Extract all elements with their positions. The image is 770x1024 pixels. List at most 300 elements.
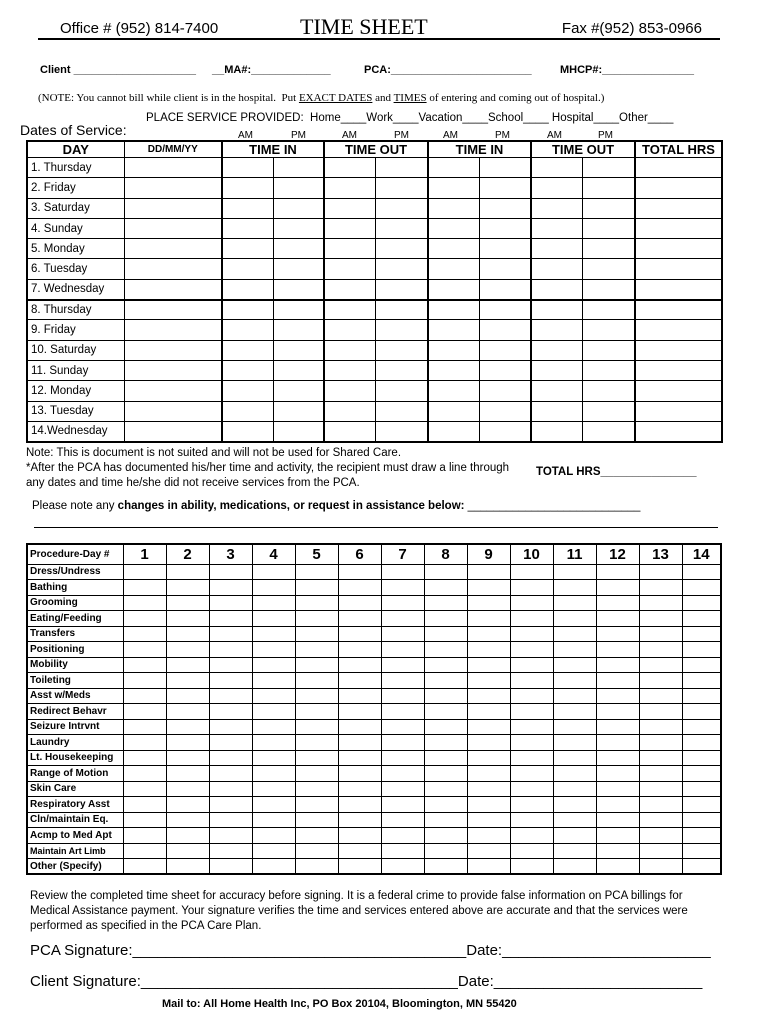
- place-service-provided[interactable]: PLACE SERVICE PROVIDED: Home____Work____Vacation____School____ Hospital____Other____: [146, 112, 674, 124]
- procedure-check-cell[interactable]: [553, 843, 596, 859]
- procedure-check-cell[interactable]: [295, 611, 338, 627]
- procedure-check-cell[interactable]: [252, 766, 295, 782]
- procedure-check-cell[interactable]: [338, 812, 381, 828]
- procedure-check-cell[interactable]: [381, 750, 424, 766]
- procedure-check-cell[interactable]: [639, 704, 682, 720]
- procedure-check-cell[interactable]: [467, 797, 510, 813]
- time-cell[interactable]: [531, 340, 582, 360]
- procedure-check-cell[interactable]: [252, 781, 295, 797]
- procedure-check-cell[interactable]: [467, 828, 510, 844]
- procedure-check-cell[interactable]: [596, 611, 639, 627]
- time-cell[interactable]: [324, 360, 375, 380]
- time-cell[interactable]: [375, 401, 428, 421]
- time-cell[interactable]: [428, 279, 479, 299]
- procedure-check-cell[interactable]: [338, 735, 381, 751]
- procedure-check-cell[interactable]: [596, 673, 639, 689]
- date-cell[interactable]: [124, 300, 222, 320]
- procedure-check-cell[interactable]: [295, 657, 338, 673]
- procedure-check-cell[interactable]: [424, 797, 467, 813]
- procedure-check-cell[interactable]: [166, 611, 209, 627]
- procedure-check-cell[interactable]: [252, 580, 295, 596]
- changes-line[interactable]: ___________________________: [464, 500, 641, 512]
- procedure-check-cell[interactable]: [166, 657, 209, 673]
- time-cell[interactable]: [324, 340, 375, 360]
- time-cell[interactable]: [324, 320, 375, 340]
- time-cell[interactable]: [273, 300, 324, 320]
- procedure-check-cell[interactable]: [510, 626, 553, 642]
- procedure-check-cell[interactable]: [252, 750, 295, 766]
- procedure-check-cell[interactable]: [553, 766, 596, 782]
- procedure-check-cell[interactable]: [166, 735, 209, 751]
- procedure-check-cell[interactable]: [166, 843, 209, 859]
- time-cell[interactable]: [273, 320, 324, 340]
- procedure-check-cell[interactable]: [381, 781, 424, 797]
- total-hrs-cell[interactable]: [635, 381, 722, 401]
- procedure-check-cell[interactable]: [381, 595, 424, 611]
- procedure-check-cell[interactable]: [553, 859, 596, 875]
- time-cell[interactable]: [531, 300, 582, 320]
- procedure-check-cell[interactable]: [596, 595, 639, 611]
- procedure-check-cell[interactable]: [338, 580, 381, 596]
- time-cell[interactable]: [531, 239, 582, 259]
- time-cell[interactable]: [479, 218, 531, 238]
- procedure-check-cell[interactable]: [381, 611, 424, 627]
- procedure-check-cell[interactable]: [639, 735, 682, 751]
- procedure-check-cell[interactable]: [424, 688, 467, 704]
- procedure-check-cell[interactable]: [381, 859, 424, 875]
- time-cell[interactable]: [479, 158, 531, 178]
- procedure-check-cell[interactable]: [639, 657, 682, 673]
- procedure-check-cell[interactable]: [639, 688, 682, 704]
- client-field[interactable]: Client ____________________: [40, 64, 196, 76]
- procedure-check-cell[interactable]: [682, 611, 721, 627]
- time-cell[interactable]: [324, 158, 375, 178]
- procedure-check-cell[interactable]: [682, 766, 721, 782]
- procedure-check-cell[interactable]: [596, 657, 639, 673]
- procedure-check-cell[interactable]: [424, 704, 467, 720]
- procedure-check-cell[interactable]: [381, 766, 424, 782]
- procedure-check-cell[interactable]: [166, 766, 209, 782]
- time-cell[interactable]: [582, 421, 635, 441]
- time-cell[interactable]: [324, 401, 375, 421]
- total-hrs-cell[interactable]: [635, 340, 722, 360]
- procedure-check-cell[interactable]: [166, 781, 209, 797]
- procedure-check-cell[interactable]: [467, 781, 510, 797]
- time-cell[interactable]: [428, 401, 479, 421]
- procedure-check-cell[interactable]: [338, 704, 381, 720]
- time-cell[interactable]: [582, 279, 635, 299]
- procedure-check-cell[interactable]: [209, 843, 252, 859]
- procedure-check-cell[interactable]: [338, 673, 381, 689]
- procedure-check-cell[interactable]: [596, 781, 639, 797]
- time-cell[interactable]: [273, 340, 324, 360]
- procedure-check-cell[interactable]: [209, 688, 252, 704]
- procedure-check-cell[interactable]: [295, 564, 338, 580]
- time-cell[interactable]: [479, 381, 531, 401]
- time-cell[interactable]: [582, 360, 635, 380]
- procedure-check-cell[interactable]: [682, 626, 721, 642]
- time-cell[interactable]: [479, 178, 531, 198]
- procedure-check-cell[interactable]: [467, 564, 510, 580]
- procedure-check-cell[interactable]: [467, 611, 510, 627]
- time-cell[interactable]: [222, 421, 273, 441]
- time-cell[interactable]: [375, 360, 428, 380]
- procedure-check-cell[interactable]: [682, 797, 721, 813]
- procedure-check-cell[interactable]: [596, 828, 639, 844]
- procedure-check-cell[interactable]: [295, 766, 338, 782]
- procedure-check-cell[interactable]: [381, 812, 424, 828]
- procedure-check-cell[interactable]: [209, 766, 252, 782]
- procedure-check-cell[interactable]: [123, 859, 166, 875]
- procedure-check-cell[interactable]: [596, 812, 639, 828]
- procedure-check-cell[interactable]: [252, 657, 295, 673]
- time-cell[interactable]: [273, 239, 324, 259]
- time-cell[interactable]: [428, 178, 479, 198]
- procedure-check-cell[interactable]: [682, 735, 721, 751]
- time-cell[interactable]: [582, 218, 635, 238]
- procedure-check-cell[interactable]: [596, 626, 639, 642]
- procedure-check-cell[interactable]: [682, 843, 721, 859]
- procedure-check-cell[interactable]: [295, 828, 338, 844]
- procedure-check-cell[interactable]: [295, 812, 338, 828]
- time-cell[interactable]: [582, 198, 635, 218]
- procedure-check-cell[interactable]: [596, 859, 639, 875]
- procedure-check-cell[interactable]: [467, 735, 510, 751]
- procedure-check-cell[interactable]: [553, 812, 596, 828]
- time-cell[interactable]: [428, 259, 479, 279]
- procedure-check-cell[interactable]: [252, 595, 295, 611]
- date-cell[interactable]: [124, 421, 222, 441]
- date-cell[interactable]: [124, 259, 222, 279]
- time-cell[interactable]: [531, 381, 582, 401]
- procedure-check-cell[interactable]: [123, 626, 166, 642]
- time-cell[interactable]: [375, 239, 428, 259]
- total-hrs-cell[interactable]: [635, 158, 722, 178]
- time-cell[interactable]: [375, 218, 428, 238]
- procedure-check-cell[interactable]: [510, 688, 553, 704]
- client-signature-line[interactable]: Client Signature:______________________________________Date:_________________________: [30, 973, 703, 990]
- procedure-check-cell[interactable]: [596, 688, 639, 704]
- procedure-check-cell[interactable]: [338, 595, 381, 611]
- procedure-check-cell[interactable]: [338, 719, 381, 735]
- time-cell[interactable]: [222, 198, 273, 218]
- procedure-check-cell[interactable]: [510, 564, 553, 580]
- time-cell[interactable]: [324, 259, 375, 279]
- time-cell[interactable]: [375, 381, 428, 401]
- procedure-check-cell[interactable]: [596, 564, 639, 580]
- time-cell[interactable]: [428, 239, 479, 259]
- procedure-check-cell[interactable]: [252, 828, 295, 844]
- procedure-check-cell[interactable]: [682, 828, 721, 844]
- procedure-check-cell[interactable]: [467, 626, 510, 642]
- procedure-check-cell[interactable]: [424, 657, 467, 673]
- procedure-check-cell[interactable]: [381, 657, 424, 673]
- ma-field[interactable]: __MA#:_____________: [212, 64, 331, 76]
- procedure-check-cell[interactable]: [467, 688, 510, 704]
- procedure-check-cell[interactable]: [424, 719, 467, 735]
- procedure-check-cell[interactable]: [381, 735, 424, 751]
- procedure-check-cell[interactable]: [123, 750, 166, 766]
- procedure-check-cell[interactable]: [682, 750, 721, 766]
- procedure-check-cell[interactable]: [123, 843, 166, 859]
- time-cell[interactable]: [582, 401, 635, 421]
- procedure-check-cell[interactable]: [553, 750, 596, 766]
- total-hrs-cell[interactable]: [635, 300, 722, 320]
- time-cell[interactable]: [273, 178, 324, 198]
- procedure-check-cell[interactable]: [553, 781, 596, 797]
- time-cell[interactable]: [479, 320, 531, 340]
- procedure-check-cell[interactable]: [424, 828, 467, 844]
- time-cell[interactable]: [582, 158, 635, 178]
- procedure-check-cell[interactable]: [166, 626, 209, 642]
- procedure-check-cell[interactable]: [510, 735, 553, 751]
- procedure-check-cell[interactable]: [467, 673, 510, 689]
- procedure-check-cell[interactable]: [553, 580, 596, 596]
- procedure-check-cell[interactable]: [467, 843, 510, 859]
- procedure-check-cell[interactable]: [209, 595, 252, 611]
- procedure-check-cell[interactable]: [338, 766, 381, 782]
- procedure-check-cell[interactable]: [682, 688, 721, 704]
- date-cell[interactable]: [124, 198, 222, 218]
- procedure-check-cell[interactable]: [467, 766, 510, 782]
- procedure-check-cell[interactable]: [295, 750, 338, 766]
- procedure-check-cell[interactable]: [295, 781, 338, 797]
- pca-signature-line[interactable]: PCA Signature:________________________________________Date:_________________________: [30, 942, 711, 959]
- procedure-check-cell[interactable]: [338, 626, 381, 642]
- procedure-check-cell[interactable]: [295, 642, 338, 658]
- procedure-check-cell[interactable]: [123, 766, 166, 782]
- time-cell[interactable]: [273, 401, 324, 421]
- procedure-check-cell[interactable]: [166, 595, 209, 611]
- procedure-check-cell[interactable]: [123, 642, 166, 658]
- time-cell[interactable]: [531, 320, 582, 340]
- procedure-check-cell[interactable]: [338, 781, 381, 797]
- time-cell[interactable]: [324, 239, 375, 259]
- total-hrs-cell[interactable]: [635, 401, 722, 421]
- procedure-check-cell[interactable]: [209, 719, 252, 735]
- procedure-check-cell[interactable]: [510, 704, 553, 720]
- time-cell[interactable]: [479, 259, 531, 279]
- time-cell[interactable]: [324, 178, 375, 198]
- procedure-check-cell[interactable]: [510, 673, 553, 689]
- procedure-check-cell[interactable]: [381, 642, 424, 658]
- time-cell[interactable]: [375, 198, 428, 218]
- procedure-check-cell[interactable]: [123, 781, 166, 797]
- time-cell[interactable]: [479, 198, 531, 218]
- time-cell[interactable]: [375, 421, 428, 441]
- procedure-check-cell[interactable]: [166, 797, 209, 813]
- procedure-check-cell[interactable]: [553, 611, 596, 627]
- procedure-check-cell[interactable]: [682, 812, 721, 828]
- mhcp-field[interactable]: MHCP#:_______________: [560, 64, 694, 76]
- procedure-check-cell[interactable]: [209, 735, 252, 751]
- time-cell[interactable]: [428, 218, 479, 238]
- procedure-check-cell[interactable]: [467, 657, 510, 673]
- procedure-check-cell[interactable]: [510, 781, 553, 797]
- procedure-check-cell[interactable]: [424, 626, 467, 642]
- procedure-check-cell[interactable]: [553, 688, 596, 704]
- time-cell[interactable]: [375, 320, 428, 340]
- procedure-check-cell[interactable]: [252, 719, 295, 735]
- procedure-check-cell[interactable]: [682, 564, 721, 580]
- procedure-check-cell[interactable]: [553, 797, 596, 813]
- procedure-check-cell[interactable]: [123, 812, 166, 828]
- procedure-check-cell[interactable]: [510, 580, 553, 596]
- procedure-check-cell[interactable]: [596, 843, 639, 859]
- procedure-check-cell[interactable]: [639, 859, 682, 875]
- time-cell[interactable]: [222, 320, 273, 340]
- procedure-check-cell[interactable]: [510, 719, 553, 735]
- procedure-check-cell[interactable]: [295, 688, 338, 704]
- time-cell[interactable]: [222, 300, 273, 320]
- procedure-check-cell[interactable]: [682, 657, 721, 673]
- procedure-check-cell[interactable]: [123, 704, 166, 720]
- time-cell[interactable]: [479, 360, 531, 380]
- procedure-check-cell[interactable]: [553, 626, 596, 642]
- time-cell[interactable]: [428, 360, 479, 380]
- procedure-check-cell[interactable]: [424, 766, 467, 782]
- time-cell[interactable]: [582, 381, 635, 401]
- procedure-check-cell[interactable]: [596, 766, 639, 782]
- procedure-check-cell[interactable]: [166, 828, 209, 844]
- procedure-check-cell[interactable]: [209, 750, 252, 766]
- procedure-check-cell[interactable]: [209, 828, 252, 844]
- procedure-check-cell[interactable]: [639, 595, 682, 611]
- procedure-check-cell[interactable]: [639, 611, 682, 627]
- date-cell[interactable]: [124, 158, 222, 178]
- time-cell[interactable]: [273, 218, 324, 238]
- procedure-check-cell[interactable]: [166, 688, 209, 704]
- procedure-check-cell[interactable]: [252, 688, 295, 704]
- date-cell[interactable]: [124, 381, 222, 401]
- procedure-check-cell[interactable]: [209, 797, 252, 813]
- time-cell[interactable]: [375, 259, 428, 279]
- time-cell[interactable]: [222, 340, 273, 360]
- procedure-check-cell[interactable]: [123, 688, 166, 704]
- procedure-check-cell[interactable]: [295, 595, 338, 611]
- procedure-check-cell[interactable]: [596, 704, 639, 720]
- total-hrs-cell[interactable]: [635, 279, 722, 299]
- time-cell[interactable]: [273, 198, 324, 218]
- procedure-check-cell[interactable]: [639, 673, 682, 689]
- procedure-check-cell[interactable]: [639, 642, 682, 658]
- procedure-check-cell[interactable]: [381, 843, 424, 859]
- time-cell[interactable]: [324, 279, 375, 299]
- procedure-check-cell[interactable]: [166, 750, 209, 766]
- procedure-check-cell[interactable]: [252, 843, 295, 859]
- procedure-check-cell[interactable]: [510, 828, 553, 844]
- procedure-check-cell[interactable]: [639, 719, 682, 735]
- time-cell[interactable]: [428, 421, 479, 441]
- procedure-check-cell[interactable]: [209, 626, 252, 642]
- procedure-check-cell[interactable]: [338, 843, 381, 859]
- total-hrs-cell[interactable]: [635, 218, 722, 238]
- time-cell[interactable]: [531, 198, 582, 218]
- procedure-check-cell[interactable]: [596, 580, 639, 596]
- time-cell[interactable]: [479, 300, 531, 320]
- procedure-check-cell[interactable]: [381, 797, 424, 813]
- procedure-check-cell[interactable]: [682, 704, 721, 720]
- time-cell[interactable]: [428, 340, 479, 360]
- procedure-check-cell[interactable]: [166, 859, 209, 875]
- procedure-check-cell[interactable]: [510, 766, 553, 782]
- procedure-check-cell[interactable]: [166, 812, 209, 828]
- procedure-check-cell[interactable]: [682, 859, 721, 875]
- procedure-check-cell[interactable]: [510, 859, 553, 875]
- time-cell[interactable]: [273, 381, 324, 401]
- procedure-check-cell[interactable]: [123, 673, 166, 689]
- time-cell[interactable]: [222, 239, 273, 259]
- procedure-check-cell[interactable]: [553, 642, 596, 658]
- time-cell[interactable]: [531, 218, 582, 238]
- procedure-check-cell[interactable]: [338, 797, 381, 813]
- procedure-check-cell[interactable]: [338, 642, 381, 658]
- procedure-check-cell[interactable]: [381, 564, 424, 580]
- procedure-check-cell[interactable]: [123, 611, 166, 627]
- total-hrs-cell[interactable]: [635, 360, 722, 380]
- procedure-check-cell[interactable]: [639, 797, 682, 813]
- procedure-check-cell[interactable]: [596, 735, 639, 751]
- procedure-check-cell[interactable]: [252, 673, 295, 689]
- procedure-check-cell[interactable]: [553, 704, 596, 720]
- time-cell[interactable]: [531, 259, 582, 279]
- time-cell[interactable]: [324, 421, 375, 441]
- procedure-check-cell[interactable]: [639, 843, 682, 859]
- procedure-check-cell[interactable]: [682, 580, 721, 596]
- procedure-check-cell[interactable]: [510, 657, 553, 673]
- procedure-check-cell[interactable]: [252, 704, 295, 720]
- procedure-check-cell[interactable]: [338, 859, 381, 875]
- procedure-check-cell[interactable]: [596, 642, 639, 658]
- time-cell[interactable]: [479, 340, 531, 360]
- time-cell[interactable]: [531, 421, 582, 441]
- procedure-check-cell[interactable]: [467, 750, 510, 766]
- time-cell[interactable]: [273, 360, 324, 380]
- procedure-check-cell[interactable]: [209, 704, 252, 720]
- procedure-check-cell[interactable]: [467, 580, 510, 596]
- procedure-check-cell[interactable]: [295, 704, 338, 720]
- time-cell[interactable]: [479, 279, 531, 299]
- procedure-check-cell[interactable]: [682, 595, 721, 611]
- procedure-check-cell[interactable]: [338, 564, 381, 580]
- time-cell[interactable]: [375, 340, 428, 360]
- procedure-check-cell[interactable]: [209, 564, 252, 580]
- procedure-check-cell[interactable]: [381, 704, 424, 720]
- time-cell[interactable]: [324, 218, 375, 238]
- procedure-check-cell[interactable]: [553, 657, 596, 673]
- procedure-check-cell[interactable]: [252, 735, 295, 751]
- procedure-check-cell[interactable]: [639, 781, 682, 797]
- procedure-check-cell[interactable]: [424, 642, 467, 658]
- time-cell[interactable]: [222, 218, 273, 238]
- procedure-check-cell[interactable]: [295, 673, 338, 689]
- procedure-check-cell[interactable]: [424, 564, 467, 580]
- time-cell[interactable]: [428, 198, 479, 218]
- procedure-check-cell[interactable]: [209, 580, 252, 596]
- time-cell[interactable]: [273, 259, 324, 279]
- procedure-check-cell[interactable]: [467, 595, 510, 611]
- time-cell[interactable]: [531, 279, 582, 299]
- procedure-check-cell[interactable]: [639, 626, 682, 642]
- time-cell[interactable]: [222, 381, 273, 401]
- time-cell[interactable]: [273, 158, 324, 178]
- procedure-check-cell[interactable]: [424, 812, 467, 828]
- procedure-check-cell[interactable]: [338, 657, 381, 673]
- procedure-check-cell[interactable]: [381, 828, 424, 844]
- time-cell[interactable]: [531, 178, 582, 198]
- procedure-check-cell[interactable]: [682, 781, 721, 797]
- time-cell[interactable]: [222, 279, 273, 299]
